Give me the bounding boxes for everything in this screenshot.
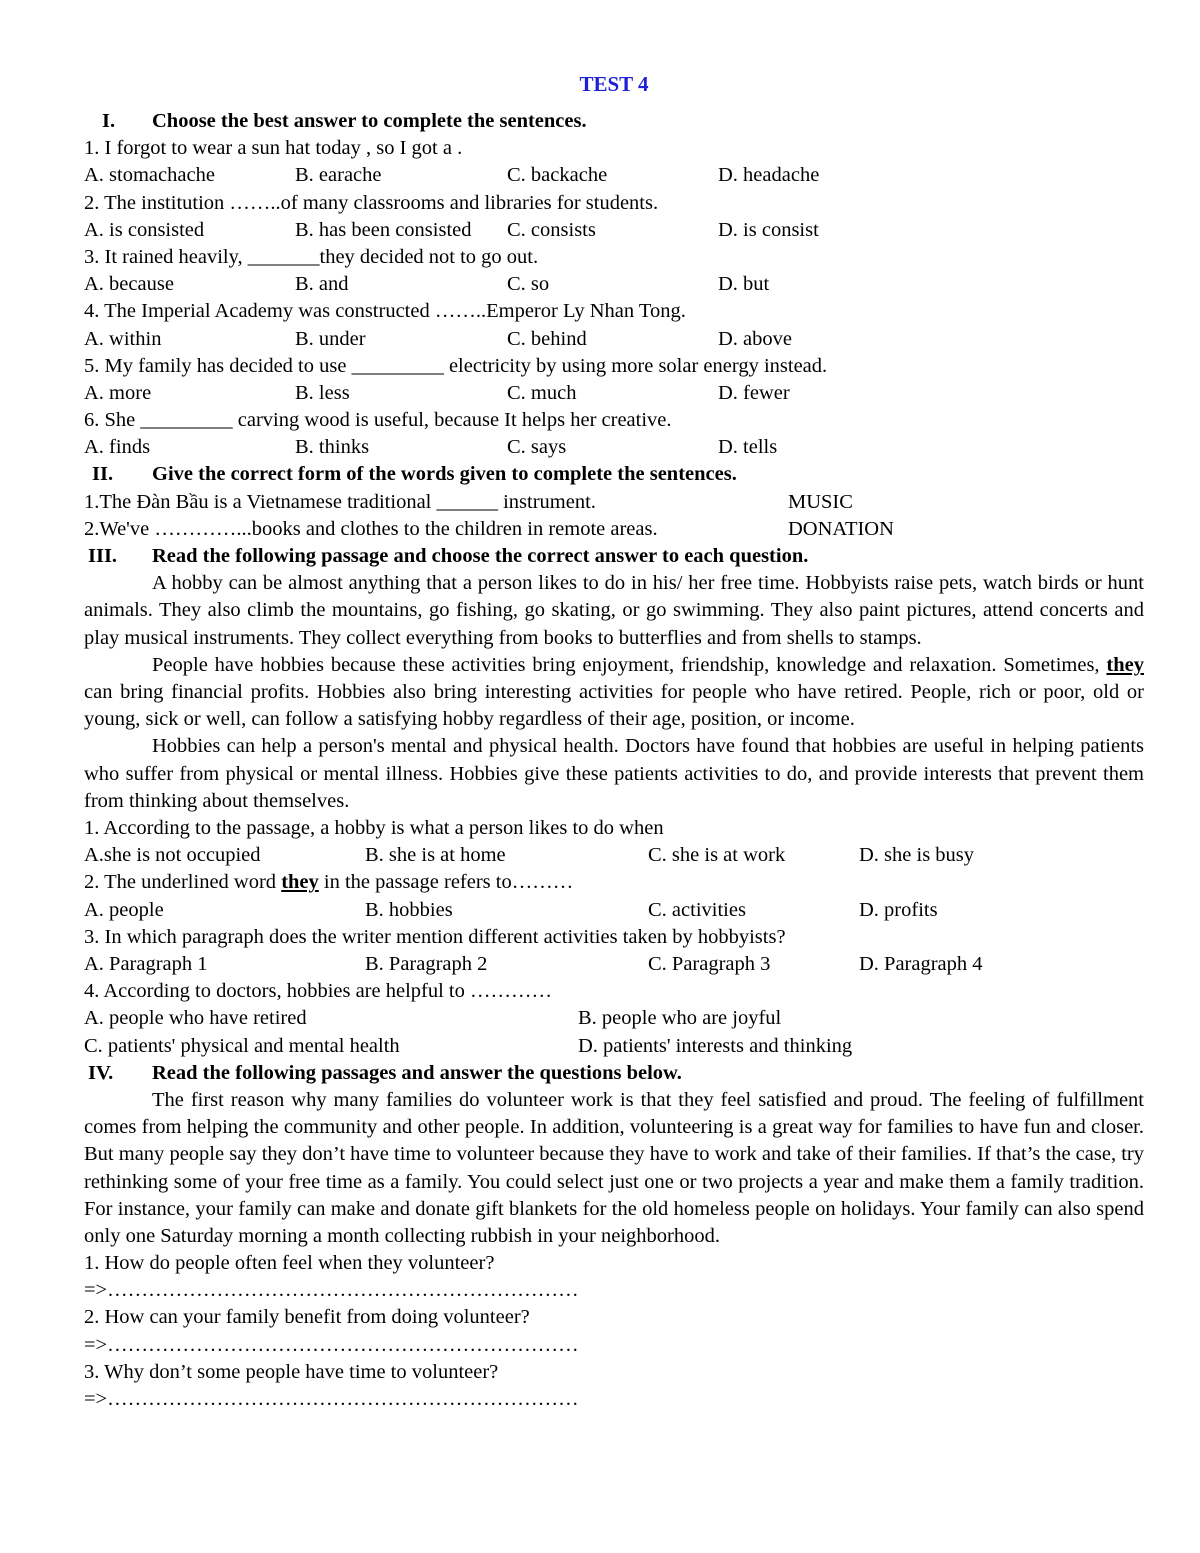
question: 1. According to the passage, a hobby is what a person likes to do when	[84, 817, 664, 840]
question: 5. My family has decided to use _________ electricity by using more solar energy instead.	[84, 354, 828, 377]
option-a: A. because	[84, 273, 174, 296]
option-d: D. fewer	[718, 381, 790, 404]
option-b: B. people who are joyful	[578, 1007, 782, 1030]
question: 4. The Imperial Academy was constructed ……..Emperor Ly Nhan Tong.	[84, 300, 686, 323]
question-text: 2. The underlined word	[84, 871, 277, 894]
option-a: A. stomachache	[84, 164, 215, 187]
option-b: B. Paragraph 2	[365, 952, 488, 975]
option-c: C. so	[507, 273, 550, 296]
question: 2. The institution ……..of many classrooms and libraries for students.	[84, 191, 659, 214]
option-c: C. backache	[507, 164, 608, 187]
options-row	[84, 1033, 1144, 1060]
question: 2. How can your family benefit from doing volunteer?	[84, 1306, 530, 1329]
page-title: TEST 4	[579, 72, 649, 96]
option-b: B. has been consisted	[295, 218, 472, 241]
option-c: C. she is at work	[648, 844, 786, 867]
option-c: C. consists	[507, 218, 596, 241]
option-a: A. people	[84, 898, 164, 921]
option-d: D. headache	[718, 164, 820, 187]
paragraph-text: can bring financial profits. Hobbies also bring interesting activities for people who have retired. People, rich or poor, old or young, sick or well, can follow a satisfying hobby regardless of their age, position, or income.	[84, 681, 1144, 731]
given-word: MUSIC	[788, 490, 853, 513]
word-form-item	[84, 489, 1144, 516]
passage-4: The first reason why many families do volunteer work is that they feel satisfied and proud. The feeling of fulfillment comes from helping the community and other people. In addition, volunteering is a great way for families to have fun and closer. But many people say they don’t have time to volunteer because they have to work and take of their families. If that’s the case, try rethinking some of your free time as a family. You could select just one or two projects a year and make them a family tradition. For instance, your family can make and donate gift blankets for the old homeless people on holidays. Your family can also spend only one Saturday morning a month collecting rubbish in your neighborhood.	[84, 1088, 1144, 1247]
question-text: in the passage refers to………	[323, 871, 574, 894]
word-form-sentence: 2.We've …………...books and clothes to the children in remote areas.	[84, 517, 658, 540]
option-b: B. under	[295, 327, 366, 350]
option-d: D. patients' interests and thinking	[578, 1034, 853, 1057]
passage-paragraph-1: A hobby can be almost anything that a person likes to do in his/ her free time. Hobbyists raise pets, watch birds or hunt animals. They also climb the mountains, go fishing, go skating, or go swimming. They also paint pictures, attend concerts and play musical instruments. They collect everything from books to butterflies and from shells to stamps.	[84, 572, 1144, 649]
question: 3. In which paragraph does the writer mention different activities taken by hobbyists?	[84, 925, 786, 948]
option-b: B. hobbies	[365, 898, 453, 921]
question	[84, 869, 1144, 896]
option-d: D. Paragraph 4	[859, 952, 983, 975]
option-c: C. activities	[648, 898, 746, 921]
option-b: B. thinks	[295, 436, 370, 459]
option-a: A. within	[84, 327, 162, 350]
options-row	[84, 897, 1144, 924]
section-4-heading	[84, 1060, 1144, 1087]
options-row	[84, 1005, 1144, 1032]
options-row	[84, 951, 1144, 978]
option-d: D. profits	[859, 898, 938, 921]
section-heading-text: Read the following passages and answer the questions below.	[152, 1061, 682, 1084]
option-d: D. above	[718, 327, 793, 350]
option-d: D. tells	[718, 436, 778, 459]
options-row	[84, 842, 1144, 869]
section-heading-text: Choose the best answer to complete the sentences.	[152, 110, 587, 132]
option-a: A. Paragraph 1	[84, 952, 208, 975]
worksheet-content	[84, 108, 1144, 1413]
paragraph-text: People have hobbies because these activities bring enjoyment, friendship, knowledge and relaxation. Sometimes,	[152, 653, 1100, 676]
section-number: IV.	[88, 1061, 114, 1084]
question: 6. She _________ carving wood is useful, because It helps her creative.	[84, 409, 672, 432]
underlined-word: they	[281, 871, 319, 894]
option-b: B. earache	[295, 164, 382, 187]
section-heading-text: Give the correct form of the words given to complete the sentences.	[152, 463, 737, 486]
option-a: A.she is not occupied	[84, 844, 261, 867]
option-a: A. is consisted	[84, 218, 205, 241]
answer-line: =>……………………………………………………………	[84, 1388, 579, 1411]
word-form-sentence: 1.The Đàn Bầu is a Vietnamese traditional ______ instrument.	[84, 490, 596, 513]
options-row	[84, 434, 1144, 461]
question: 4. According to doctors, hobbies are helpful to …………	[84, 980, 552, 1003]
options-row	[84, 271, 1144, 298]
passage-paragraph-3: Hobbies can help a person's mental and physical health. Doctors have found that hobbies are useful in helping patients who suffer from physical or mental illness. Hobbies give these patients activities to do, and provide interests that prevent them from thinking about themselves.	[84, 735, 1144, 812]
section-number: II.	[92, 463, 114, 486]
word-form-item	[84, 516, 1144, 543]
options-row	[84, 326, 1144, 353]
question: 3. Why don’t some people have time to volunteer?	[84, 1360, 499, 1383]
passage-paragraph-2	[84, 652, 1144, 734]
section-number: I.	[102, 110, 116, 132]
options-row	[84, 162, 1144, 189]
question: 1. I forgot to wear a sun hat today , so I got a .	[84, 137, 463, 160]
section-2-heading	[84, 461, 1144, 488]
option-b: B. less	[295, 381, 350, 404]
option-b: B. she is at home	[365, 844, 506, 867]
option-a: A. more	[84, 381, 152, 404]
section-1-heading	[84, 108, 1144, 135]
option-d: D. but	[718, 273, 770, 296]
option-c: C. says	[507, 436, 567, 459]
section-heading-text: Read the following passage and choose the correct answer to each question.	[152, 545, 809, 567]
question: 1. How do people often feel when they volunteer?	[84, 1252, 495, 1275]
option-c: C. patients' physical and mental health	[84, 1034, 400, 1057]
underlined-word: they	[1106, 653, 1144, 676]
option-c: C. behind	[507, 327, 587, 350]
option-a: A. people who have retired	[84, 1007, 307, 1030]
options-row	[84, 217, 1144, 244]
option-b: B. and	[295, 273, 349, 296]
option-c: C. Paragraph 3	[648, 952, 771, 975]
option-d: D. is consist	[718, 218, 819, 241]
option-c: C. much	[507, 381, 577, 404]
answer-line: =>……………………………………………………………	[84, 1279, 579, 1302]
section-number: III.	[88, 545, 118, 567]
option-a: A. finds	[84, 436, 151, 459]
section-3-heading	[84, 543, 1144, 570]
options-row	[84, 380, 1144, 407]
given-word: DONATION	[788, 517, 894, 540]
question: 3. It rained heavily, _______they decided not to go out.	[84, 245, 539, 268]
option-d: D. she is busy	[859, 844, 975, 867]
answer-line: =>……………………………………………………………	[84, 1333, 579, 1356]
